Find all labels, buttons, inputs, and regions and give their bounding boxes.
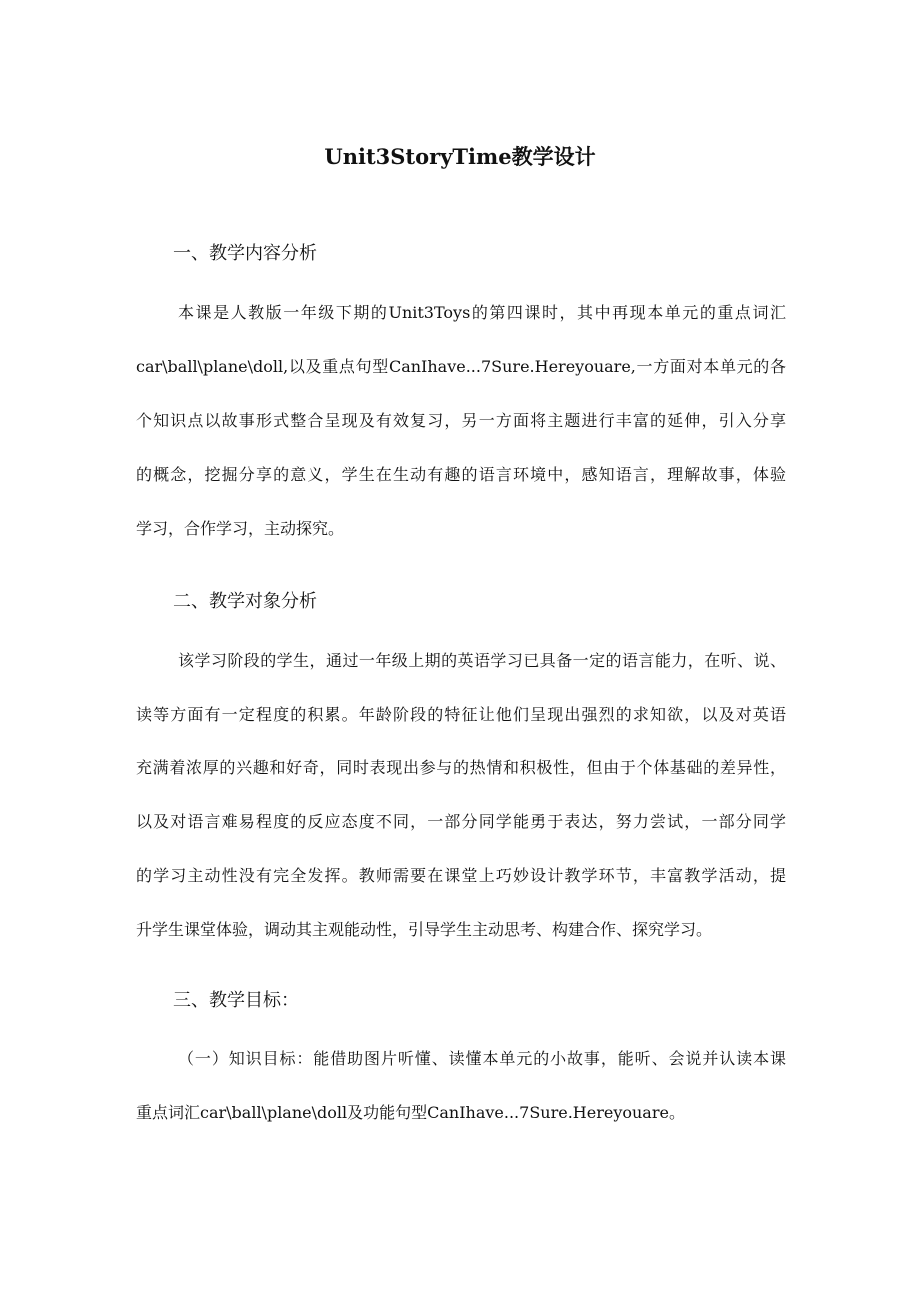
paragraph-line: 以及对语言难易程度的反应态度不同，一部分同学能勇于表达，努力尝试，一部分同学 [136,812,786,831]
paragraph-line: 读等方面有一定程度的积累。年龄阶段的特征让他们呈现出强烈的求知欲，以及对英语 [136,705,786,724]
paragraph-line: 升学生课堂体验，调动其主观能动性，引导学生主动思考、构建合作、探究学习。 [136,920,713,939]
paragraph-line: car\ball\plane\doll,以及重点句型CanIhave...7Sure.Hereyouare,一方面对本单元的各 [136,357,786,376]
section-heading-content-analysis: 一、教学内容分析 [173,243,317,264]
paragraph-line: 充满着浓厚的兴趣和好奇，同时表现出参与的热情和积极性，但由于个体基础的差异性， [136,758,786,777]
section-heading-teaching-goals: 三、教学目标： [173,990,299,1011]
paragraph-line: 本课是人教版一年级下期的Unit3Toys的第四课时，其中再现本单元的重点词汇 [178,303,786,322]
paragraph-line: 该学习阶段的学生，通过一年级上期的英语学习已具备一定的语言能力，在听、说、 [178,651,786,670]
paragraph-line: 重点词汇car\ball\plane\doll及功能句型CanIhave...7Sure.Hereyouare。 [136,1103,685,1122]
paragraph-line: 的概念，挖掘分享的意义，学生在生动有趣的语言环境中，感知语言，理解故事，体验 [136,465,786,484]
section-heading-student-analysis: 二、教学对象分析 [173,591,317,612]
document-title: Unit3StoryTime教学设计 [324,144,596,169]
paragraph-line: 学习，合作学习，主动探究。 [136,519,345,538]
paragraph-line: 个知识点以故事形式整合呈现及有效复习，另一方面将主题进行丰富的延伸，引入分享 [136,411,786,430]
paragraph-line: 的学习主动性没有完全发挥。教师需要在课堂上巧妙设计教学环节，丰富教学活动，提 [136,866,786,885]
paragraph-line: （一）知识目标：能借助图片听懂、读懂本单元的小故事，能听、会说并认读本课 [178,1049,786,1068]
